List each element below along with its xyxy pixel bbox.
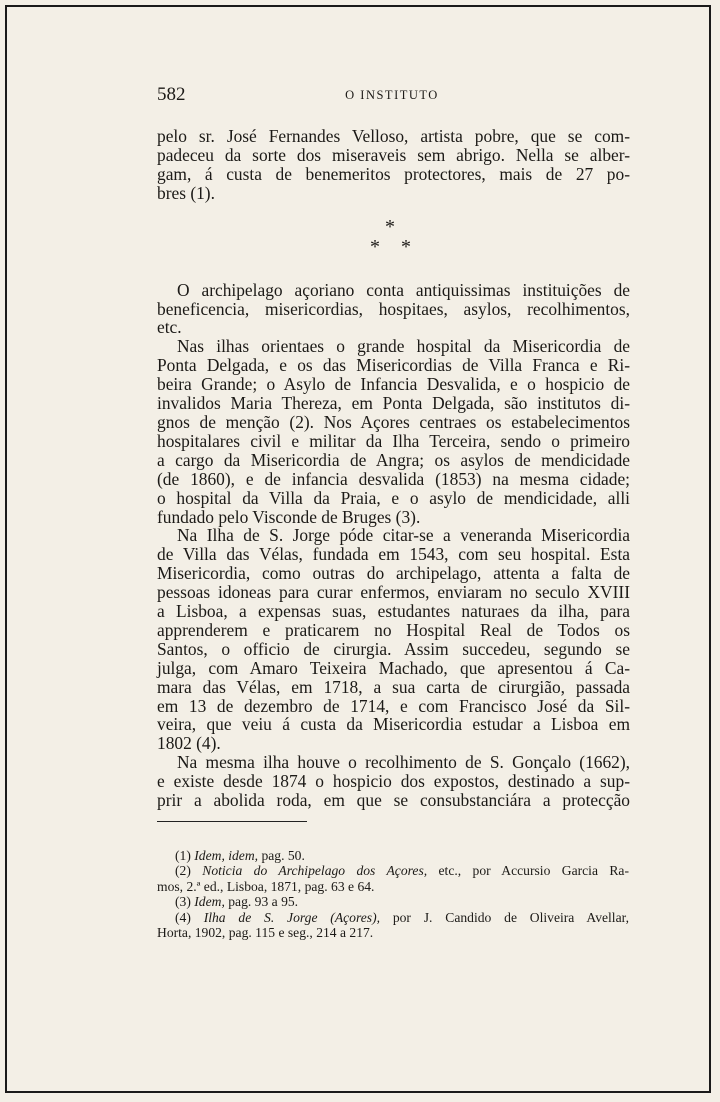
paragraph-1-end: bres (1). <box>157 182 215 203</box>
paragraph-3: Nas ilhas orientaes o grande hospital da Misericordia de Ponta Delgada, e os das Misericordias de Villa Franca e Ri- beira Grande; o Asylo de Infancia Desvalida, e o hospicio de invalidos Maria Thereza, em Ponta Delgada, são institutos di- gnos de menção (2). Nos Açores centraes os estabelecimentos hospitalares civil e militar da Ilha Terceira, sendo o primeiro a cargo da Misericordia de Angra; os asylos de mendicidade (de 1860), e de infancia desvalida (1853) na mesma cidade; o hospital da Villa da Praia, e o asylo de mendicidade, alli <box>157 336 630 508</box>
footnote-4-cont: Horta, 1902, pag. 115 e seg., 214 a 217. <box>157 925 374 941</box>
page-number: 582 <box>157 84 186 105</box>
running-head: O INSTITUTO <box>345 88 439 102</box>
footnote-rule <box>157 821 307 822</box>
paragraph-4: Na Ilha de S. Jorge póde citar-se a veneranda Misericordia de Villa das Vélas, fundada em 1543, com seu hospital. Esta Misericordia, como outras do archipelago, attenta a falta de pessoas idoneas para curar enfermos, enviaram no seculo XVIII a Lisboa, a expensas suas, estudantes naturaes da ilha, para apprenderem e praticarem no Hospital Real de Todos os Santos, o officio de cirurgia. Assim succedeu, segundo se julga, com Amaro Teixeira Machado, que apresentou á Ca- mara das Vélas, em 1718, a sua carta de cirurgião, passada em 13 de dezembro de 1714, e com Francisco José da Sil- veira, que veiu á custa da Misericordia estudar a Lisboa em <box>157 525 630 735</box>
footnote-2: (2) Noticia do Archipelago dos Açores, etc., por Accursio Garcia Ra- <box>175 863 629 879</box>
separator-star: * <box>385 215 395 238</box>
footnotes <box>157 848 629 940</box>
section-separator <box>157 203 630 281</box>
separator-star: * <box>370 235 380 258</box>
paragraph-3-end: fundado pelo Visconde de Bruges (3). <box>157 506 421 527</box>
paragraph-5: Na mesma ilha houve o recolhimento de S. Gonçalo (1662), e existe desde 1874 o hospicio dos expostos, destinado a sup- prir a abolida roda, em que se consubstanciára a protecção <box>157 752 630 811</box>
footnote-4: (4) Ilha de S. Jorge (Açores), por J. Candido de Oliveira Avellar, <box>175 909 629 925</box>
footnote-2-cont: mos, 2.ª ed., Lisboa, 1871, pag. 63 e 64. <box>157 878 375 894</box>
paragraph-2-end: etc. <box>157 317 182 338</box>
paragraph-4-end: 1802 (4). <box>157 733 221 754</box>
paragraph-2: O archipelago açoriano conta antiquissimas instituições de beneficencia, misericordias, hospitaes, asylos, recolhimentos, <box>157 279 630 319</box>
body-text <box>157 127 630 810</box>
paragraph-1: pelo sr. José Fernandes Velloso, artista pobre, que se com- padeceu da sorte dos miseraveis sem abrigo. Nella se alber- gam, á custa de benemeritos protectores, mais de 27 po- <box>157 126 630 184</box>
footnote-1: (1) Idem, idem, pag. 50. <box>175 848 305 863</box>
page-header <box>157 84 627 108</box>
separator-star: * <box>401 235 411 258</box>
footnote-3: (3) Idem, pag. 93 a 95. <box>175 894 299 910</box>
